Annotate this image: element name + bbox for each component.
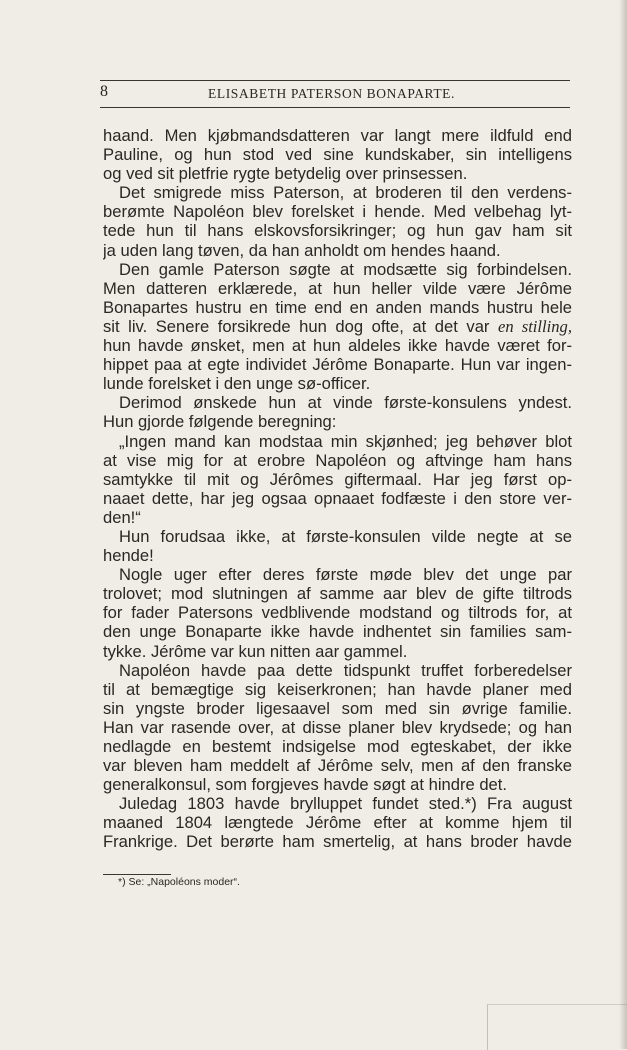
text-line-content: maaned 1804 længtede Jérôme efter at komme hjem til — [103, 813, 572, 833]
text-line — [103, 737, 572, 756]
text-line-content: Hun gjorde følgende beregning: — [103, 412, 337, 432]
text-line-content: tede hun til hans elskovsforsikringer; og hun gav ham sit — [103, 221, 572, 241]
text-line-content: tykke. Jérôme var kun nitten aar gammel. — [103, 641, 408, 661]
text-line — [103, 470, 572, 489]
text-line-content: og ved sit pletfrie rygte betydelig over prinsessen. — [103, 164, 468, 184]
text-line — [103, 584, 572, 603]
page-edge-shadow — [619, 0, 627, 1049]
text-line — [103, 699, 572, 718]
text-line — [103, 661, 572, 680]
footnote-rule — [103, 874, 171, 875]
text-line — [103, 221, 572, 240]
text-line — [103, 794, 572, 813]
text-line — [103, 202, 572, 221]
text-line-content: ja uden lang tøven, da han anholdt om hendes haand. — [103, 240, 501, 260]
text-line — [103, 317, 572, 336]
text-line — [103, 642, 572, 661]
text-line-content: berømte Napoléon blev forelsket i hende. Med velbehag lyt- — [103, 202, 572, 222]
text-line — [103, 164, 572, 183]
text-line-content: at vise mig for at erobre Napoléon og aftvinge ham hans — [103, 450, 572, 470]
text-line-content: lunde forelsket i den unge sø-officer. — [103, 374, 371, 394]
text-line — [103, 508, 572, 527]
text-line-content: Han var rasende over, at disse planer blev krydsede; og han — [103, 717, 572, 737]
text-line-content: var bleven ham meddelt af Jérôme selv, men af den franske — [103, 756, 572, 776]
footnote: *) Se: „Napoléons moder“. — [118, 876, 240, 888]
text-line-content: hippet paa at egte individet Jérôme Bonaparte. Hun var ingen- — [103, 355, 572, 375]
text-line — [103, 355, 572, 374]
italic-phrase: en stilling, — [498, 316, 572, 336]
text-line — [103, 336, 572, 355]
text-line — [103, 718, 572, 737]
text-line-content: Men datteren erklærede, at hun heller vilde være Jérôme — [103, 278, 572, 298]
text-line-content: naaet dette, har jeg ogsaa opnaaet fodfæste i den store ver- — [103, 488, 572, 508]
text-line-content: Juledag 1803 havde brylluppet fundet sted.*) Fra august — [119, 794, 572, 814]
text-line-content: Det smigrede miss Paterson, at broderen til den verdens- — [119, 183, 572, 203]
text-line — [103, 126, 572, 145]
text-line-content: trolovet; mod slutningen af samme aar blev de gifte tiltrods — [103, 584, 572, 604]
text-line-content: den!“ — [103, 507, 141, 527]
text-line-content: Derimod ønskede hun at vinde første-konsulens yndest. — [119, 393, 572, 413]
text-line — [103, 565, 572, 584]
text-line — [103, 775, 572, 794]
text-line — [103, 489, 572, 508]
text-line-content: „Ingen mand kan modstaa min skjønhed; jeg behøver blot — [119, 431, 572, 451]
text-line — [103, 412, 572, 431]
text-line — [103, 279, 572, 298]
text-line — [103, 432, 572, 451]
text-line — [103, 832, 572, 851]
text-line — [103, 756, 572, 775]
running-head: ELISABETH PATERSON BONAPARTE. — [208, 86, 455, 101]
text-line — [103, 241, 572, 260]
text-line-content: Bonapartes hustru en time end en anden mands hustru hele — [103, 297, 572, 317]
text-line-content: Frankrige. Det berørte ham smertelig, at hans broder havde — [103, 832, 572, 852]
paper-mark — [487, 1004, 627, 1050]
text-line — [103, 393, 572, 412]
text-line-content: haand. Men kjøbmandsdatteren var langt mere ildfuld end — [103, 126, 572, 145]
text-line — [103, 145, 572, 164]
text-line-content: Pauline, og hun stod ved sine kundskaber, sin intelligens — [103, 145, 572, 165]
text-line — [103, 546, 572, 565]
text-line — [103, 260, 572, 279]
text-line — [103, 603, 572, 622]
text-line-content: nedlagde en bestemt indsigelse mod egteskabet, der ikke — [103, 737, 572, 756]
text-line-content: den unge Bonaparte ikke havde indhentet sin families sam- — [103, 622, 572, 642]
text-line-content: hende! — [103, 546, 154, 566]
page-number: 8 — [100, 83, 108, 100]
text-line-content: for fader Patersons vedblivende modstand og tiltrods for, at — [103, 603, 572, 623]
page-header — [100, 80, 570, 108]
text-line-content: Den gamle Paterson søgte at modsætte sig forbindelsen. — [119, 259, 572, 279]
text-line — [103, 451, 572, 470]
text-line-content: Hun forudsaa ikke, at første-konsulen vilde negte at se — [119, 526, 572, 546]
text-line-content: hun havde ønsket, men at hun aldeles ikke havde været for- — [103, 336, 572, 356]
text-line-content: generalkonsul, som forgjeves havde søgt at hindre det. — [103, 775, 508, 795]
text-line-content: Napoléon havde paa dette tidspunkt truffet forberedelser — [119, 660, 572, 680]
text-line — [103, 183, 572, 202]
text-line-content: til at bemægtige sig keiserkronen; han havde planer med — [103, 679, 572, 699]
text-line — [103, 813, 572, 832]
text-line — [103, 680, 572, 699]
text-line-content: samtykke til mit og Jérômes giftermaal. Har jeg først op- — [103, 469, 572, 489]
text-line — [103, 527, 572, 546]
text-line-content: sit liv. Senere forsikrede hun dog ofte, at det var — [103, 316, 490, 336]
text-line-content: sin yngste broder ligesaavel som med sin øvrige familie. — [103, 698, 572, 718]
text-line-content: Nogle uger efter deres første møde blev det unge par — [119, 565, 572, 585]
text-line — [103, 298, 572, 317]
text-line — [103, 622, 572, 641]
body-text — [103, 126, 572, 852]
text-line — [103, 374, 572, 393]
